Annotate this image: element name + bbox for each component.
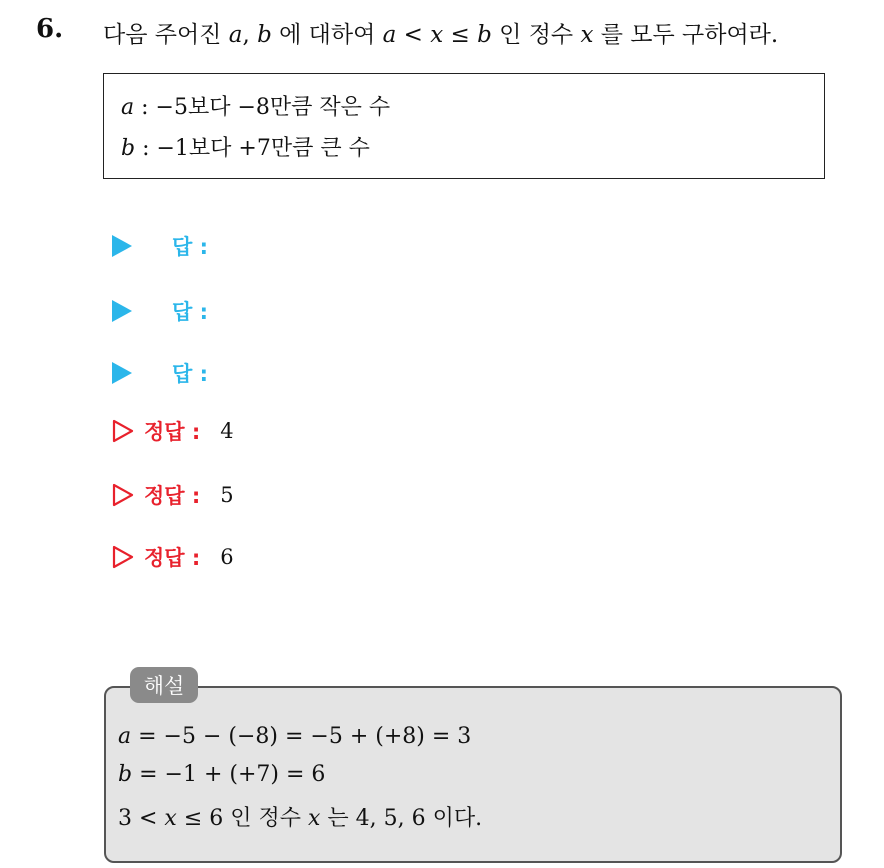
answer-row-3[interactable] (112, 358, 208, 388)
question-number: 6. (36, 14, 64, 44)
question-comma: , (242, 22, 258, 48)
correct-answer-value: 6 (220, 545, 234, 569)
condition-a: a (382, 22, 397, 48)
correct-answer-row-2 (112, 480, 234, 510)
question-text-part: 에 대하여 (271, 22, 383, 48)
answer-label: 답 : (172, 235, 208, 259)
correct-answer-value: 4 (220, 419, 234, 443)
variable-b: b (257, 22, 272, 48)
solution-var-b: b (118, 762, 133, 787)
correct-triangle-icon (112, 419, 134, 443)
answer-play-icon (112, 235, 132, 257)
answer-row-2[interactable] (112, 296, 208, 326)
question-text-part: 인 정수 (491, 22, 581, 48)
solution-var-a: a (118, 724, 132, 749)
correct-triangle-icon (112, 545, 134, 569)
solution-line-3 (118, 801, 482, 832)
solution-line-3-pre: 3 < (118, 806, 165, 831)
condition-b-sep: : (135, 136, 157, 161)
condition-a-line (121, 90, 390, 121)
condition-x: x (430, 22, 444, 48)
correct-answer-label: 정답 : (144, 484, 201, 508)
solution-line-1 (118, 724, 471, 749)
condition-a-var: a (121, 95, 135, 120)
variable-x: x (580, 22, 594, 48)
correct-answer-row-1 (112, 416, 234, 446)
condition-b-var: b (121, 136, 136, 161)
answer-play-icon (112, 362, 132, 384)
condition-b-line (121, 131, 370, 162)
solution-var-x2: x (308, 806, 321, 831)
variable-a: a (228, 22, 243, 48)
solution-line-3-post: 는 4, 5, 6 이다. (320, 806, 483, 831)
solution-line-3-mid: ≤ 6 인 정수 (176, 806, 308, 831)
correct-triangle-icon (112, 483, 134, 507)
solution-tab: 해설 (130, 667, 198, 703)
solution-var-x: x (164, 806, 177, 831)
correct-answer-row-3 (112, 542, 234, 572)
correct-answer-value: 5 (220, 483, 234, 507)
condition-less-equal: ≤ (443, 22, 478, 48)
question-text-part: 를 모두 구하여라. (593, 22, 779, 48)
solution-line-2-text: = −1 + (+7) = 6 (132, 762, 326, 787)
condition-a-text: −5보다 −8만큼 작은 수 (155, 95, 391, 120)
correct-answer-label: 정답 : (144, 420, 201, 444)
answer-play-icon (112, 300, 132, 322)
solution-box (104, 686, 842, 863)
solution-line-1-text: = −5 − (−8) = −5 + (+8) = 3 (131, 724, 472, 749)
solution-line-2 (118, 762, 325, 787)
condition-b-text: −1보다 +7만큼 큰 수 (156, 136, 370, 161)
answer-row-1[interactable] (112, 231, 208, 261)
condition-a-sep: : (134, 95, 156, 120)
question-text-part: 다음 주어진 (103, 22, 229, 48)
question-text (103, 16, 778, 49)
answer-label: 답 : (172, 362, 208, 386)
condition-less-than: < (396, 22, 431, 48)
condition-b: b (477, 22, 492, 48)
answer-label: 답 : (172, 300, 208, 324)
correct-answer-label: 정답 : (144, 546, 201, 570)
condition-box (103, 73, 825, 179)
